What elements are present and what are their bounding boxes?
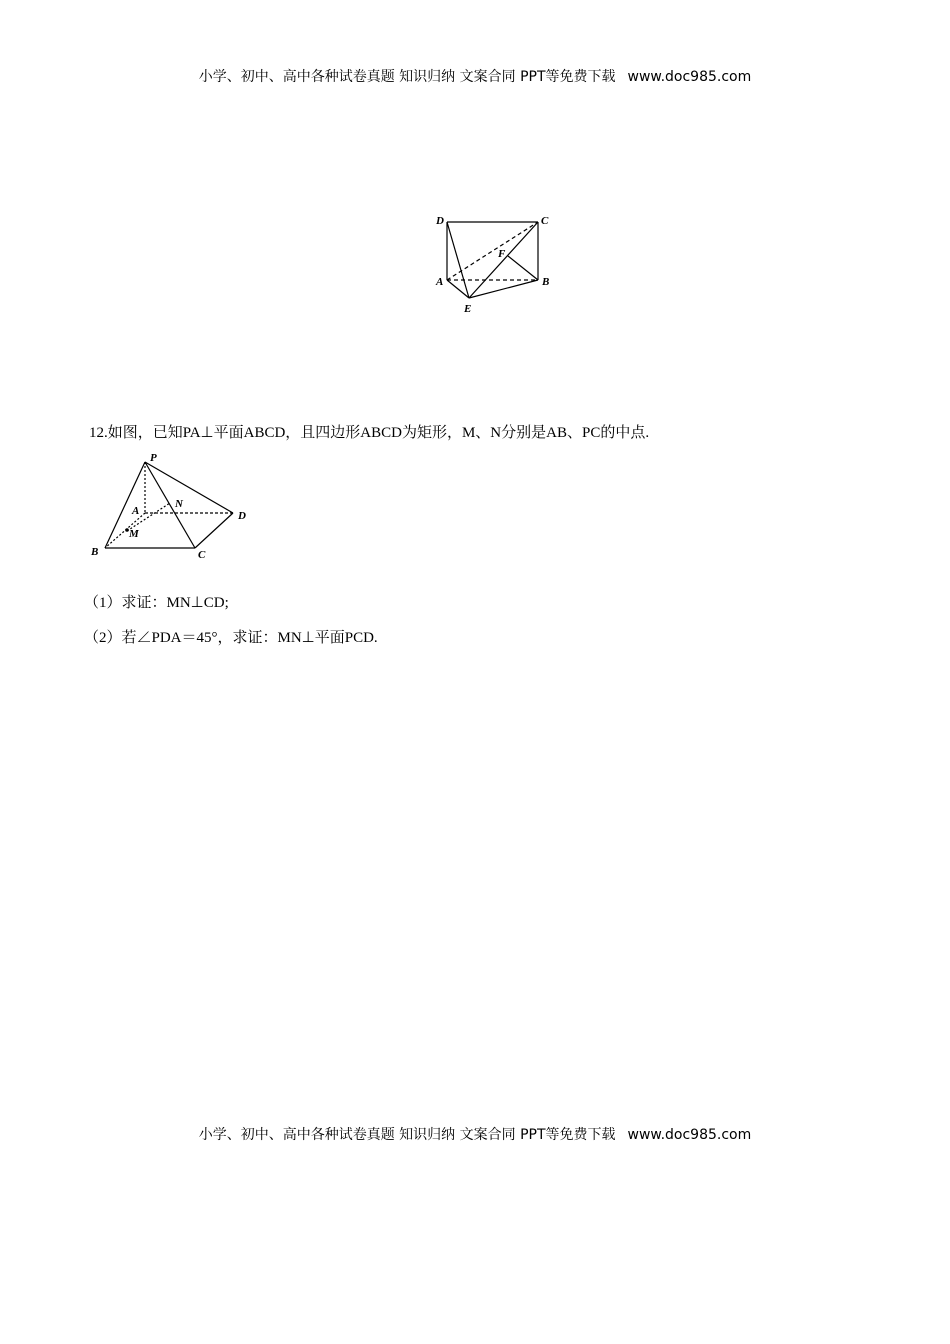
problem-12-stem: 12.如图，已知PA⊥平面ABCD，且四边形ABCD为矩形，M、N分别是AB、PC的中点. [89,425,650,441]
label-b2: B [91,546,99,558]
label-f: F [498,248,506,260]
header-text: 小学、初中、高中各种试卷真题 知识归纳 文案合同 PPT等免费下载 [198,69,616,85]
label-n: N [175,498,183,510]
footer-text: 小学、初中、高中各种试卷真题 知识归纳 文案合同 PPT等免费下载 [198,1127,616,1143]
label-e: E [464,303,472,315]
problem-12-part1: （1）求证：MN⊥CD; [84,595,229,611]
label-b: B [542,276,550,288]
label-c: C [541,215,549,227]
footer-url[interactable]: www.doc985.com [627,1127,752,1143]
label-d: D [436,215,444,227]
label-c2: C [198,549,206,561]
problem-12-part2: （2）若∠PDA＝45°，求证：MN⊥平面PCD. [84,630,378,646]
label-a2: A [132,505,140,517]
label-d2: D [238,510,246,522]
label-a: A [436,276,444,288]
label-p: P [150,452,157,464]
label-m: M [129,528,139,540]
page-footer [0,1124,950,1144]
header-url[interactable]: www.doc985.com [627,69,752,85]
